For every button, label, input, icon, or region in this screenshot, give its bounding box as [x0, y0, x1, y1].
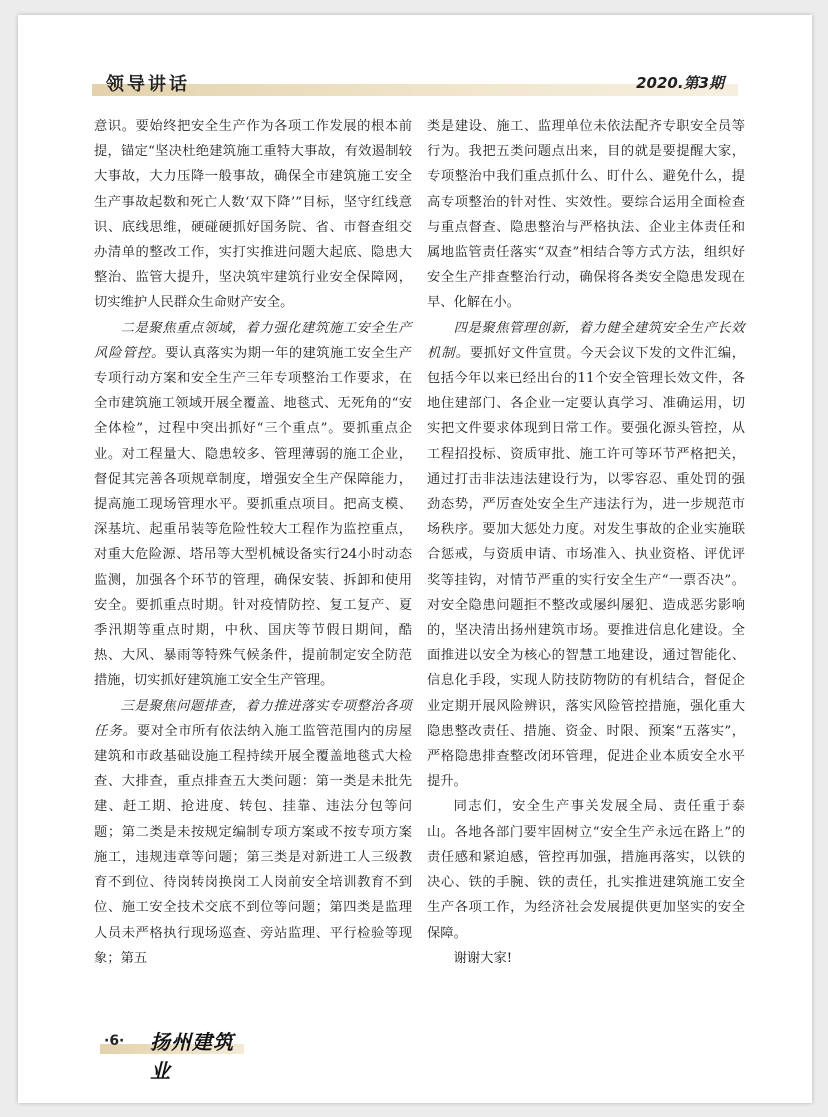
page-footer [104, 1030, 244, 1083]
paragraph-body: 要对全市所有依法纳入施工监管范围内的房屋建筑和市政基础设施工程持续开展全覆盖地毯式大检查、大排查，重点排查五大类问题：第一类是未批先建、赶工期、抢进度、转包、挂靠、违法分包等问题；第二类是未按规定编制专项方案或不按专项方案施工，违规违章等问题；第三类是对新进工人三级教育不到位、待岗转岗换岗工人岗前安全培训教育不到位、施工安全技术交底不到位等问题；第四类是监理人员未严格执行现场巡查、旁站监理、平行检验等现象；第五 [94, 723, 413, 966]
paragraph-body: 要抓好文件宣贯。今天会议下发的文件汇编，包括今年以来已经出台的11个安全管理长效文件，各地住建部门、各企业一定要认真学习、准确运用，切实把文件要求体现到日常工作。要强化源头管控，从工程招投标、资质审批、施工许可等环节严格把关，通过打击非法违法建设行为，以零容忍、重处罚的强劲态势，严厉查处安全生产违法行为，进一步规范市场秩序。要加大惩处力度。对发生事故的企业实施联合惩戒，与资质申请、市场准入、执业资格、评优评奖等挂钩，对情节严重的实行安全生产“一票否决”。对安全隐患问题拒不整改或屡纠屡犯、造成恶劣影响的，坚决清出扬州建筑市场。要推进信息化建设。全面推进以安全为核心的智慧工地建设，通过智能化、信息化手段，实现人防技防物防的有机结合，督促企业定期开展风险辨识，落实风险管控措施，强化重大隐患整改责任、措施、资金、时限、预案“五落实”，严格隐患排查整改闭环管理，促进企业本质安全水平提升。 [427, 345, 746, 790]
page-header [92, 60, 738, 98]
page-number: ·6· [104, 1033, 125, 1049]
closing-line: 谢谢大家! [453, 950, 513, 966]
paragraph: 意识。要始终把安全生产作为各项工作发展的根本前提，锚定“坚决杜绝建筑施工重特大事故，有效遏制较大事故，大力压降一般事故，确保全市建筑施工安全生产事故起数和死亡人数‘双下降’”目标，坚守红线意识、底线思维，硬碰硬抓好国务院、省、市督查组交办清单的整改工作，实打实推进问题大起底、隐患大整治、监管大提升，坚决筑牢建筑行业安全保障网，切实维护人民群众生命财产安全。 [94, 119, 412, 311]
paragraph: 同志们，安全生产事关发展全局、责任重于泰山。各地各部门要牢固树立“安全生产永远在路上”的责任感和紧迫感，管控再加强，措施再落实，以铁的决心、铁的手腕、铁的责任，扎实推进建筑施工安全生产各项工作，为经济社会发展提供更加坚实的安全保障。 [427, 799, 745, 941]
paragraph [427, 316, 745, 795]
paragraph-lead: 二是聚焦重点领域，着力强化建筑施工安全生产风险管控。 [94, 320, 412, 361]
paragraph-body: 要认真落实为期一年的建筑施工安全生产专项行动方案和安全生产三年专项整治工作要求，在全市建筑施工领域开展全覆盖、地毯式、无死角的“安全体检”，过程中突出抓好“三个重点”。要抓重点企业。对工程量大、隐患较多、管理薄弱的施工企业，督促其完善各项规章制度，增强安全生产保障能力，提高施工现场管理水平。要抓重点项目。把高支模、深基坑、起重吊装等危险性较大工程作为监控重点，对重大危险源、塔吊等大型机械设备实行24小时动态监测，加强各个环节的管理，确保安装、拆卸和使用安全。要抓重点时期。针对疫情防控、复工复产、夏季汛期等重点时期，中秋、国庆等节假日期间，酷热、大风、暴雨等特殊气候条件，提前制定安全防范措施，切实抓好建筑施工安全生产管理。 [94, 345, 413, 689]
paragraph [94, 316, 412, 694]
right-column [427, 114, 745, 971]
paragraph-lead: 四是聚焦管理创新，着力健全建筑安全生产长效机制。 [427, 320, 745, 361]
section-title: 领导讲话 [106, 74, 190, 95]
paragraph [94, 694, 412, 971]
paragraph-lead: 三是聚焦问题排查，着力推进落实专项整治各项任务。 [94, 698, 412, 739]
issue-label: 2020.第3期 [636, 74, 724, 92]
paragraph: 类是建设、施工、监理单位未依法配齐专职安全员等行为。我把五类问题点出来，目的就是要提醒大家，专项整治中我们重点抓什么、盯什么、避免什么，提高专项整治的针对性、实效性。要综合运用全面检查与重点督查、隐患整治与严格执法、企业主体责任和属地监管责任落实“双查”相结合等方式方法，组织好安全生产排查整治行动，确保将各类安全隐患发现在早、化解在小。 [427, 119, 745, 311]
left-column [94, 114, 412, 971]
magazine-logo: 扬州建筑业 [150, 1030, 234, 1083]
